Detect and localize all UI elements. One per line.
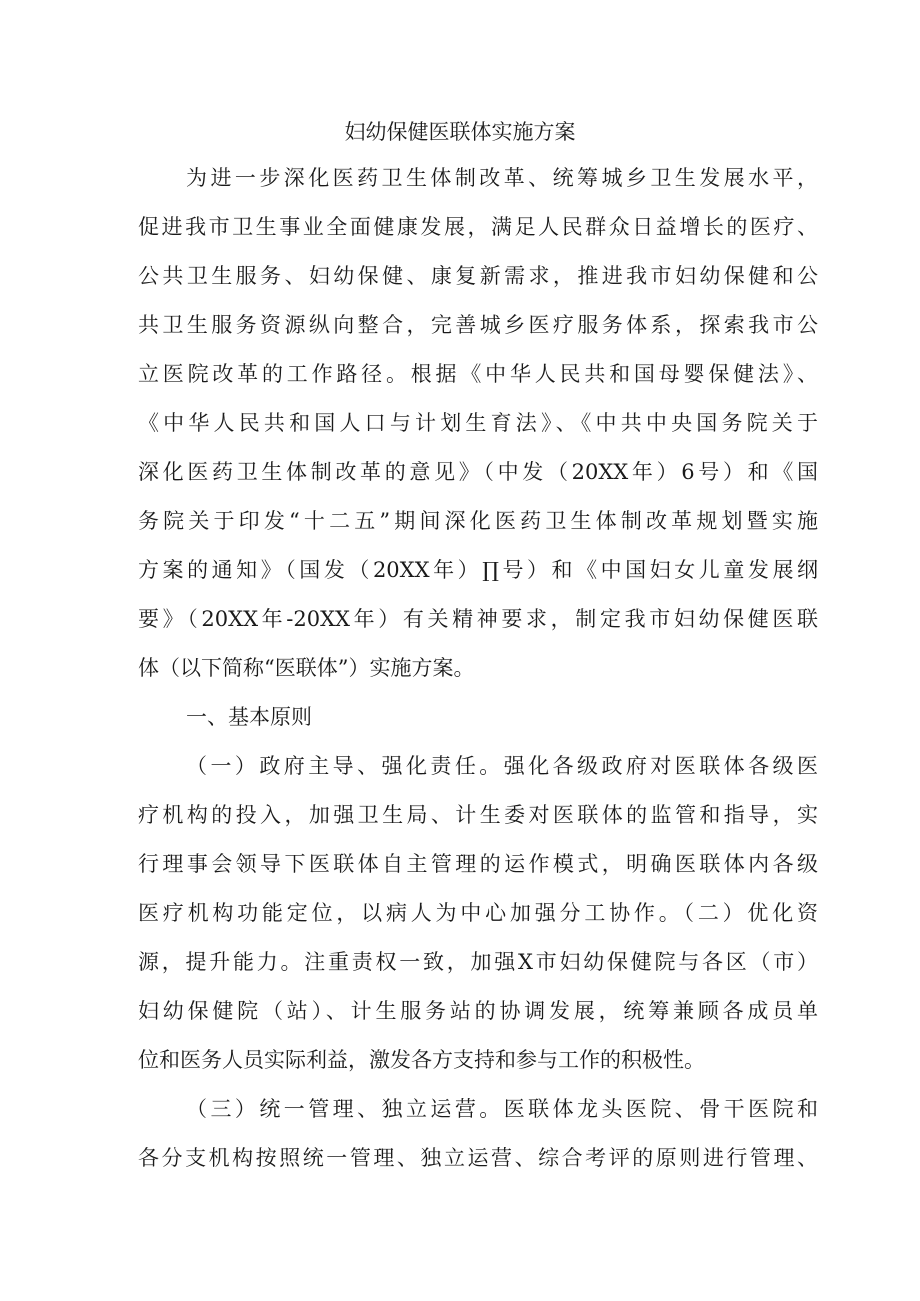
paragraph-line: 体（以下简称“医联体”）实施方案。	[138, 656, 475, 680]
paragraph-line: 疗机构的投入，加强卫生局、计生委对医联体的监管和指导，实	[138, 803, 818, 827]
paragraph-line: 方案的通知》（国发（20XX年）∏号）和《中国妇女儿童发展纲	[138, 558, 818, 582]
paragraph-line: 医疗机构功能定位，以病人为中心加强分工协作。（二）优化资	[138, 901, 818, 925]
paragraph-line: 《中华人民共和国人口与计划生育法》、《中共中央国务院关于	[138, 411, 818, 435]
paragraph-line: 促进我市卫生事业全面健康发展，满足人民群众日益增长的医疗、	[138, 215, 818, 239]
paragraph-line: （一）政府主导、强化责任。强化各级政府对医联体各级医	[186, 754, 818, 778]
paragraph-line: 公共卫生服务、妇幼保健、康复新需求，推进我市妇幼保健和公	[138, 264, 818, 288]
paragraph-line: 深化医药卫生体制改革的意见》（中发（20XX年）6号）和《国	[138, 460, 818, 484]
paragraph-line: 位和医务人员实际利益，激发各方支持和参与工作的积极性。	[138, 1048, 705, 1072]
paragraph-line: 要》（20XX年-20XX年）有关精神要求，制定我市妇幼保健医联	[138, 607, 818, 631]
document-title: 妇幼保健医联体实施方案	[344, 120, 576, 144]
paragraph-line: 务院关于印发“十二五”期间深化医药卫生体制改革规划暨实施	[138, 509, 818, 533]
paragraph-line: 立医院改革的工作路径。根据《中华人民共和国母婴保健法》、	[138, 362, 818, 386]
paragraph-line: 共卫生服务资源纵向整合，完善城乡医疗服务体系，探索我市公	[138, 313, 818, 337]
paragraph-line: 各分支机构按照统一管理、独立运营、综合考评的原则进行管理、	[138, 1146, 818, 1170]
paragraph-line: 行理事会领导下医联体自主管理的运作模式，明确医联体内各级	[138, 852, 818, 876]
paragraph-line: 为进一步深化医药卫生体制改革、统筹城乡卫生发展水平，	[186, 166, 818, 190]
section-heading: 一、基本原则	[186, 705, 312, 729]
paragraph-line: 妇幼保健院（站）、计生服务站的协调发展，统筹兼顾各成员单	[138, 999, 818, 1023]
paragraph-line: （三）统一管理、独立运营。医联体龙头医院、骨干医院和	[186, 1097, 818, 1121]
paragraph-line: 源，提升能力。注重责权一致，加强X市妇幼保健院与各区（市）	[138, 950, 818, 974]
